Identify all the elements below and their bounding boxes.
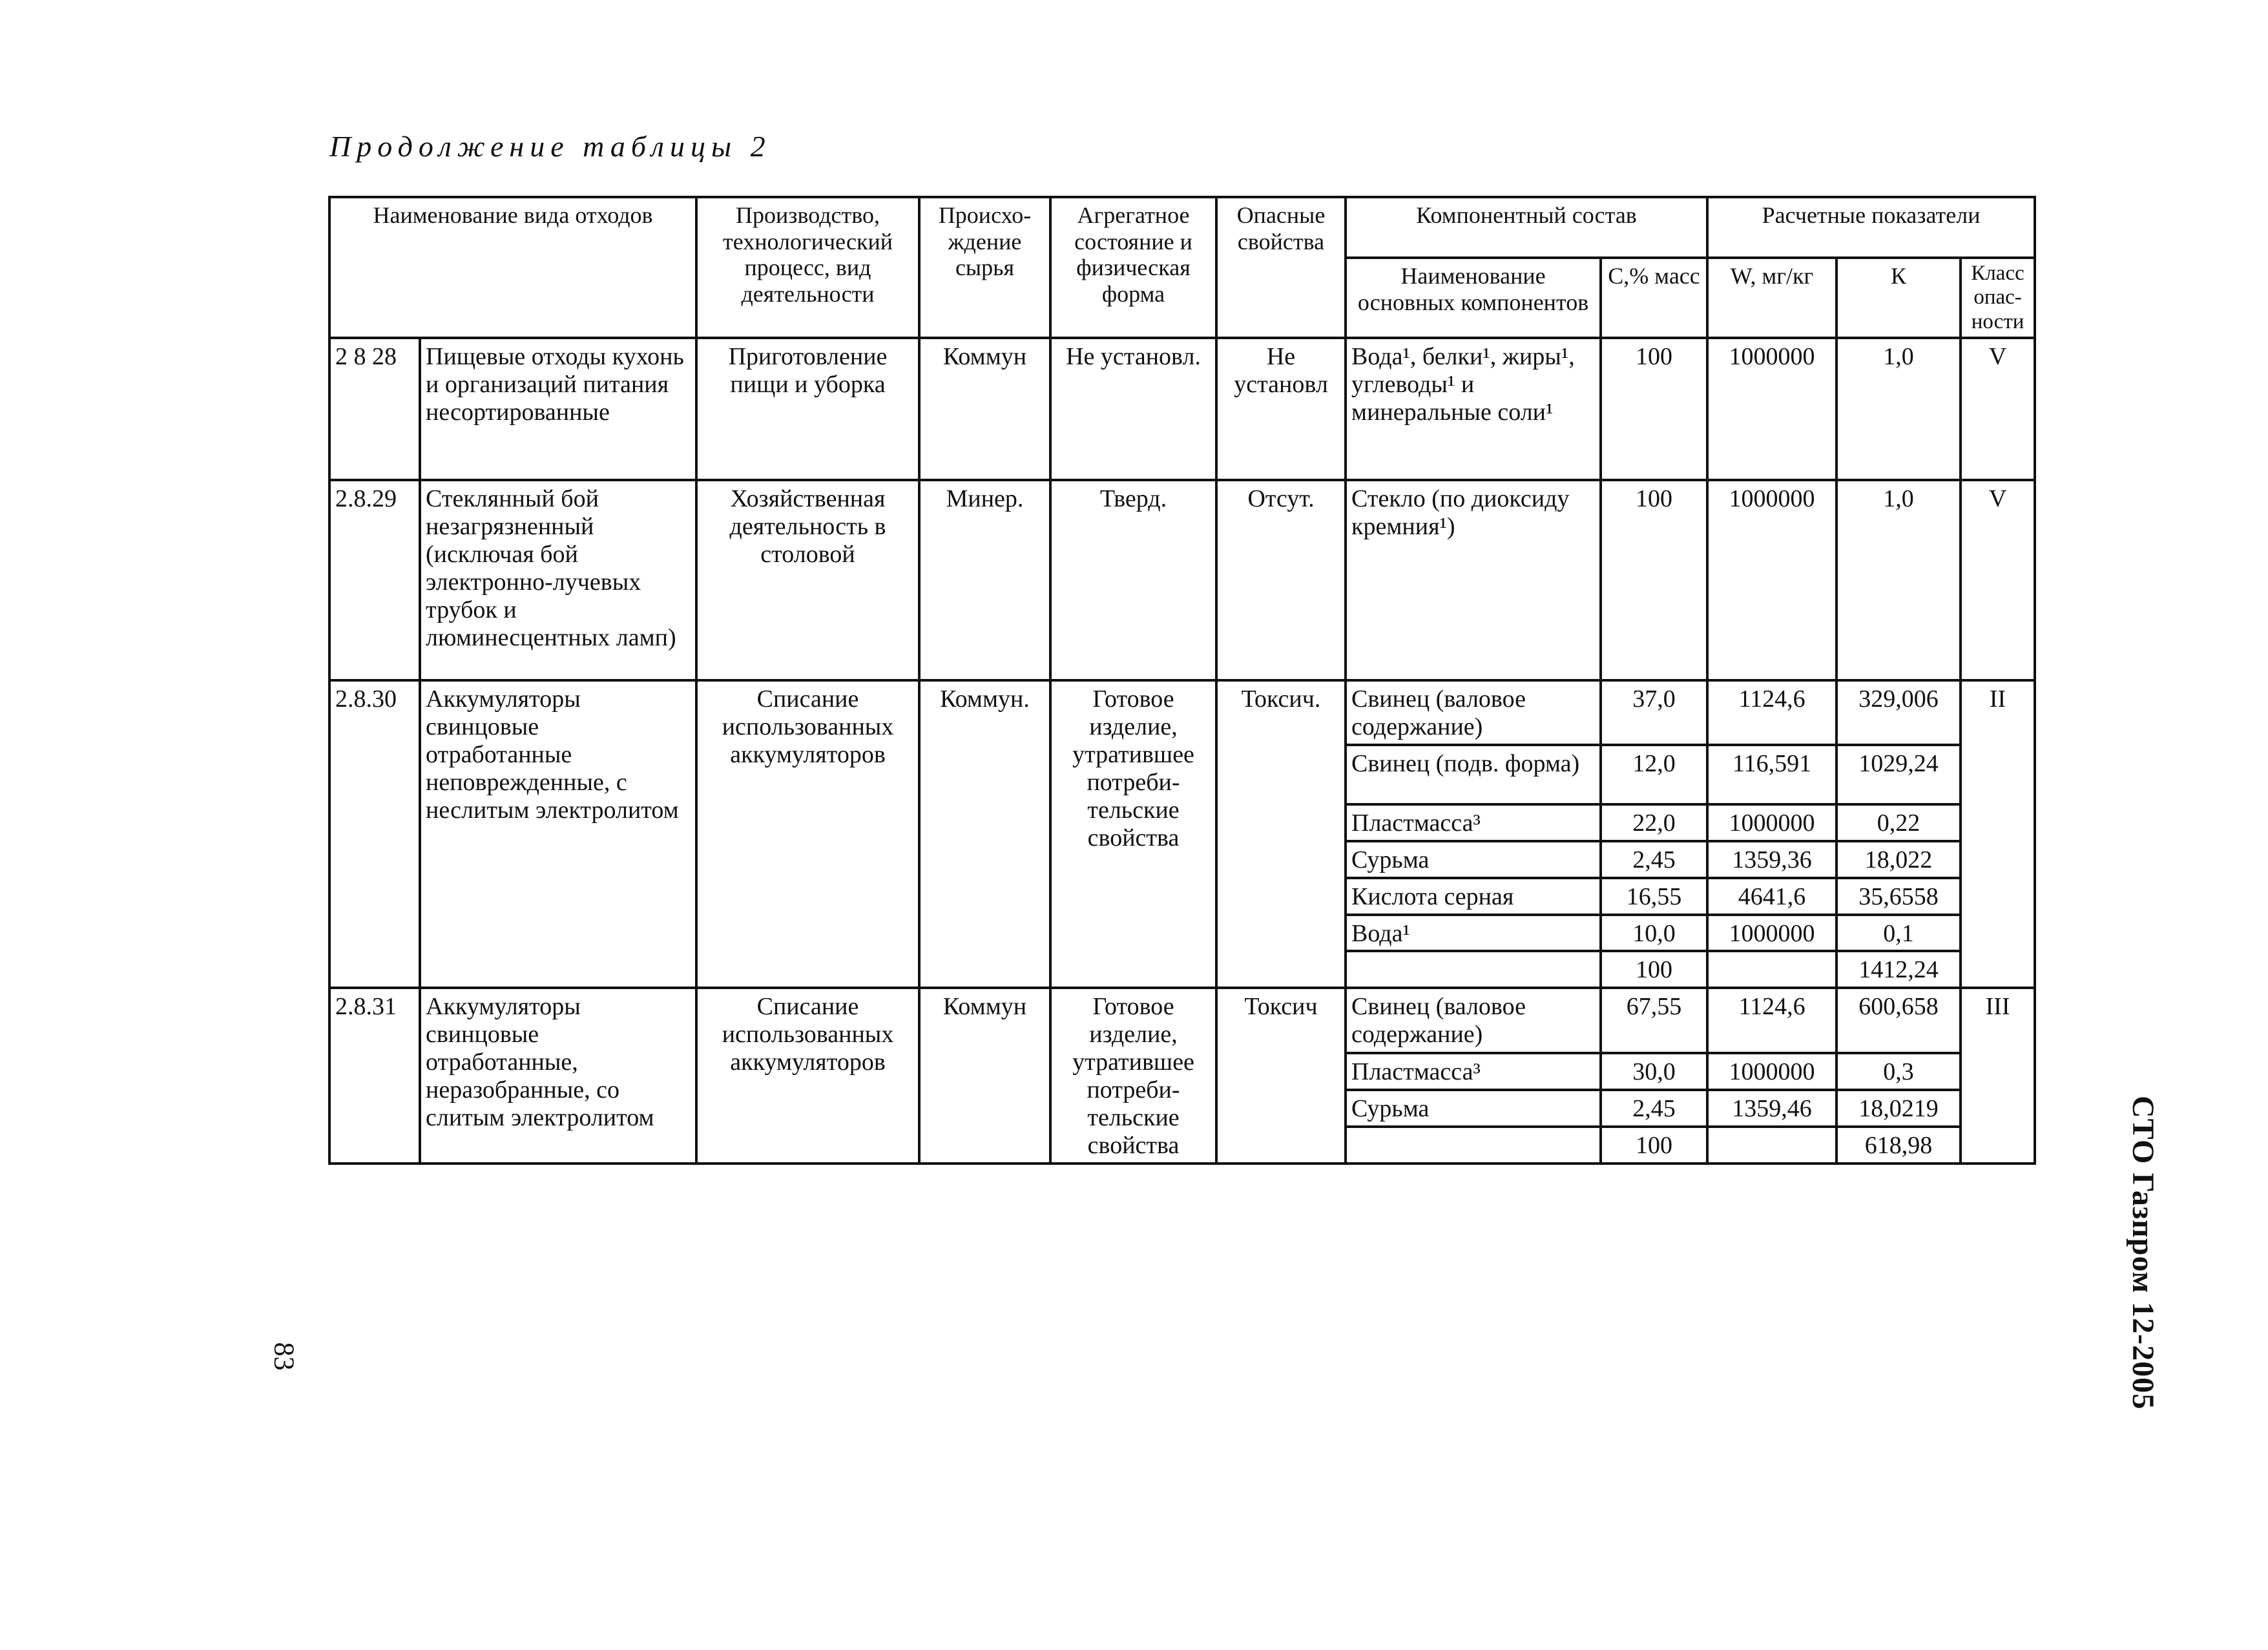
component-name: Вода¹, белки¹, жиры¹, углеводы¹ и минеральные соли¹ bbox=[1346, 338, 1601, 480]
raw-origin: Коммун bbox=[919, 988, 1050, 1164]
header-origin: Происхо-ждение сырья bbox=[919, 197, 1050, 338]
header-name: Наименование вида отходов bbox=[329, 197, 696, 338]
component-w: 1000000 bbox=[1707, 480, 1836, 680]
aggregate-state: Тверд. bbox=[1050, 480, 1216, 680]
component-name: Вода¹ bbox=[1346, 915, 1601, 952]
header-conc: С,% масс bbox=[1601, 258, 1707, 338]
component-k: 1,0 bbox=[1836, 480, 1961, 680]
component-w: 1359,46 bbox=[1707, 1090, 1836, 1127]
component-k: 600,658 bbox=[1836, 988, 1961, 1052]
component-w: 1359,36 bbox=[1707, 841, 1836, 878]
waste-name: Стеклянный бой незагрязненный (исключая бой электронно-лучевых трубок и люминесцентных ламп) bbox=[420, 480, 696, 680]
waste-code: 2.8.29 bbox=[329, 480, 420, 680]
component-concentration: 100 bbox=[1601, 480, 1707, 680]
component-k: 18,022 bbox=[1836, 841, 1961, 878]
component-name: Стекло (по диоксиду кремния¹) bbox=[1346, 480, 1601, 680]
table-row bbox=[329, 480, 2035, 680]
component-name: Сурьма bbox=[1346, 1090, 1601, 1127]
header-calc: Расчетные показатели bbox=[1707, 197, 2035, 258]
component-concentration: 22,0 bbox=[1601, 804, 1707, 841]
component-k: 329,006 bbox=[1836, 680, 1961, 745]
header-hazard: Опасные свойства bbox=[1216, 197, 1346, 338]
waste-name: Аккумуляторы свинцовые отработанные неповрежденные, с неслитым электролитом bbox=[420, 680, 696, 988]
component-w: 4641,6 bbox=[1707, 878, 1836, 915]
page-number: 83 bbox=[268, 1342, 300, 1371]
component-concentration: 37,0 bbox=[1601, 680, 1707, 745]
header-comp-name: Наименование основных компонентов bbox=[1346, 258, 1601, 338]
component-name: Свинец (валовое содержание) bbox=[1346, 680, 1601, 745]
component-name: Свинец (подв. форма) bbox=[1346, 745, 1601, 804]
table-caption: Продолжение таблицы 2 bbox=[329, 130, 771, 163]
waste-code: 2 8 28 bbox=[329, 338, 420, 480]
component-name bbox=[1346, 1127, 1601, 1164]
hazard-properties: Токсич. bbox=[1216, 680, 1346, 988]
header-row-1 bbox=[329, 197, 2035, 258]
production-process: Приготовление пищи и уборка bbox=[696, 338, 919, 480]
component-w: 1124,6 bbox=[1707, 680, 1836, 745]
component-concentration: 67,55 bbox=[1601, 988, 1707, 1052]
component-w: 1000000 bbox=[1707, 1053, 1836, 1090]
component-concentration: 10,0 bbox=[1601, 915, 1707, 952]
header-production: Производство, технологический процесс, вид деятельности bbox=[696, 197, 919, 338]
component-concentration: 100 bbox=[1601, 338, 1707, 480]
component-w bbox=[1707, 951, 1836, 988]
component-w: 1000000 bbox=[1707, 915, 1836, 952]
component-w: 1124,6 bbox=[1707, 988, 1836, 1052]
component-k: 35,6558 bbox=[1836, 878, 1961, 915]
header-composition: Компонентный состав bbox=[1346, 197, 1707, 258]
hazard-class: II bbox=[1961, 680, 2035, 988]
component-name: Пластмасса³ bbox=[1346, 804, 1601, 841]
table-row bbox=[329, 680, 2035, 745]
production-process: Хозяйственная деятельность в столовой bbox=[696, 480, 919, 680]
hazard-properties: Отсут. bbox=[1216, 480, 1346, 680]
component-name: Пластмасса³ bbox=[1346, 1053, 1601, 1090]
hazard-properties: Не установл bbox=[1216, 338, 1346, 480]
waste-name: Аккумуляторы свинцовые отработанные, неразобранные, со слитым электролитом bbox=[420, 988, 696, 1164]
aggregate-state: Не установл. bbox=[1050, 338, 1216, 480]
table-row bbox=[329, 988, 2035, 1052]
component-w: 1000000 bbox=[1707, 804, 1836, 841]
waste-code: 2.8.31 bbox=[329, 988, 420, 1164]
component-k: 618,98 bbox=[1836, 1127, 1961, 1164]
component-concentration: 100 bbox=[1601, 1127, 1707, 1164]
component-k: 1412,24 bbox=[1836, 951, 1961, 988]
component-k: 1,0 bbox=[1836, 338, 1961, 480]
component-name: Сурьма bbox=[1346, 841, 1601, 878]
hazard-class: III bbox=[1961, 988, 2035, 1164]
component-name bbox=[1346, 951, 1601, 988]
component-w: 1000000 bbox=[1707, 338, 1836, 480]
raw-origin: Коммун. bbox=[919, 680, 1050, 988]
production-process: Списание использованных аккумуляторов bbox=[696, 680, 919, 988]
waste-name: Пищевые отходы кухонь и организаций питания несортированные bbox=[420, 338, 696, 480]
waste-table bbox=[328, 196, 2036, 1165]
component-concentration: 100 bbox=[1601, 951, 1707, 988]
aggregate-state: Готовое изделие, утратившее потреби-тельские свойства bbox=[1050, 988, 1216, 1164]
waste-code: 2.8.30 bbox=[329, 680, 420, 988]
header-k: К bbox=[1836, 258, 1961, 338]
header-state: Агрегатное состояние и физическая форма bbox=[1050, 197, 1216, 338]
component-k: 0,22 bbox=[1836, 804, 1961, 841]
table-row bbox=[329, 338, 2035, 480]
component-concentration: 2,45 bbox=[1601, 841, 1707, 878]
component-k: 0,3 bbox=[1836, 1053, 1961, 1090]
component-k: 18,0219 bbox=[1836, 1090, 1961, 1127]
component-concentration: 30,0 bbox=[1601, 1053, 1707, 1090]
raw-origin: Минер. bbox=[919, 480, 1050, 680]
component-concentration: 16,55 bbox=[1601, 878, 1707, 915]
component-k: 0,1 bbox=[1836, 915, 1961, 952]
aggregate-state: Готовое изделие, утратившее потреби-тельские свойства bbox=[1050, 680, 1216, 988]
component-concentration: 12,0 bbox=[1601, 745, 1707, 804]
hazard-properties: Токсич bbox=[1216, 988, 1346, 1164]
production-process: Списание использованных аккумуляторов bbox=[696, 988, 919, 1164]
raw-origin: Коммун bbox=[919, 338, 1050, 480]
hazard-class: V bbox=[1961, 338, 2035, 480]
component-name: Свинец (валовое содержание) bbox=[1346, 988, 1601, 1052]
component-w: 116,591 bbox=[1707, 745, 1836, 804]
header-w: W, мг/кг bbox=[1707, 258, 1836, 338]
header-class: Класс опас-ности bbox=[1961, 258, 2035, 338]
hazard-class: V bbox=[1961, 480, 2035, 680]
component-name: Кислота серная bbox=[1346, 878, 1601, 915]
component-k: 1029,24 bbox=[1836, 745, 1961, 804]
component-w bbox=[1707, 1127, 1836, 1164]
component-concentration: 2,45 bbox=[1601, 1090, 1707, 1127]
document-code: СТО Газпром 12-2005 bbox=[2126, 1096, 2160, 1410]
